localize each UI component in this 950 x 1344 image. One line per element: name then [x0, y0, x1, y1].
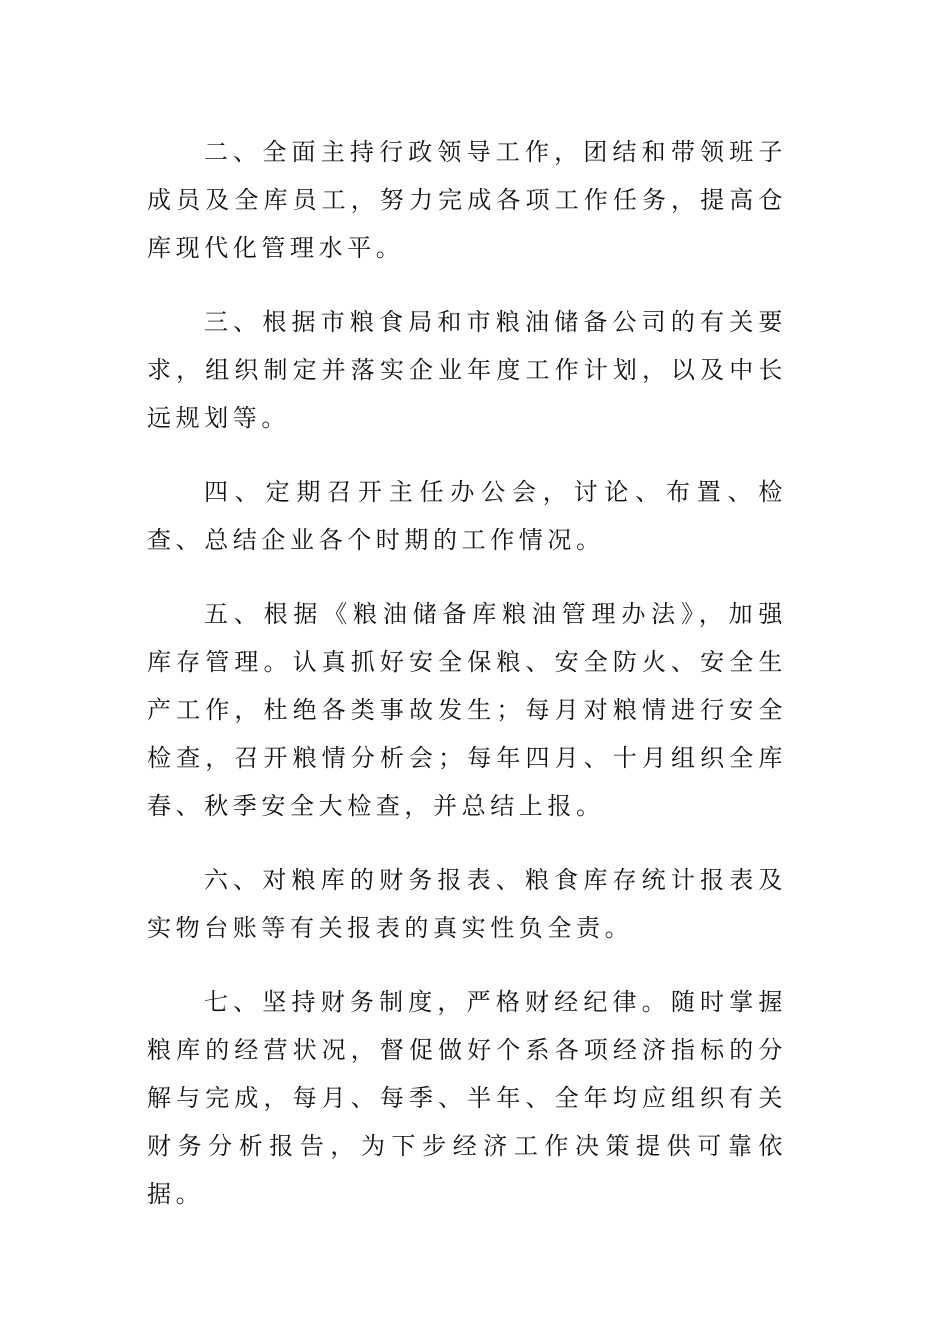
paragraph-4: 四、定期召开主任办公会，讨论、布置、检查、总结企业各个时期的工作情况。 [147, 478, 787, 554]
paragraph-3: 三、根据市粮食局和市粮油储备公司的有关要求，组织制定并落实企业年度工作计划，以及中长远规划等。 [147, 308, 787, 432]
paragraph-6: 六、对粮库的财务报表、粮食库存统计报表及实物台账等有关报表的真实性负全责。 [147, 866, 787, 942]
paragraph-5: 五、根据《粮油储备库粮油管理办法》，加强库存管理。认真抓好安全保粮、安全防火、安全生产工作，杜绝各类事故发生；每月对粮情进行安全检查，召开粮情分析会；每年四月、十月组织全库春、秋季安全大检查，并总结上报。 [147, 600, 787, 820]
paragraph-7: 七、坚持财务制度，严格财经纪律。随时掌握粮库的经营状况，督促做好个系各项经济指标的分解与完成，每月、每季、半年、全年均应组织有关财务分析报告，为下步经济工作决策提供可靠依据。 [147, 988, 787, 1208]
document-body [147, 128, 787, 1244]
paragraph-2: 二、全面主持行政领导工作，团结和带领班子成员及全库员工，努力完成各项工作任务，提高仓库现代化管理水平。 [147, 138, 787, 262]
